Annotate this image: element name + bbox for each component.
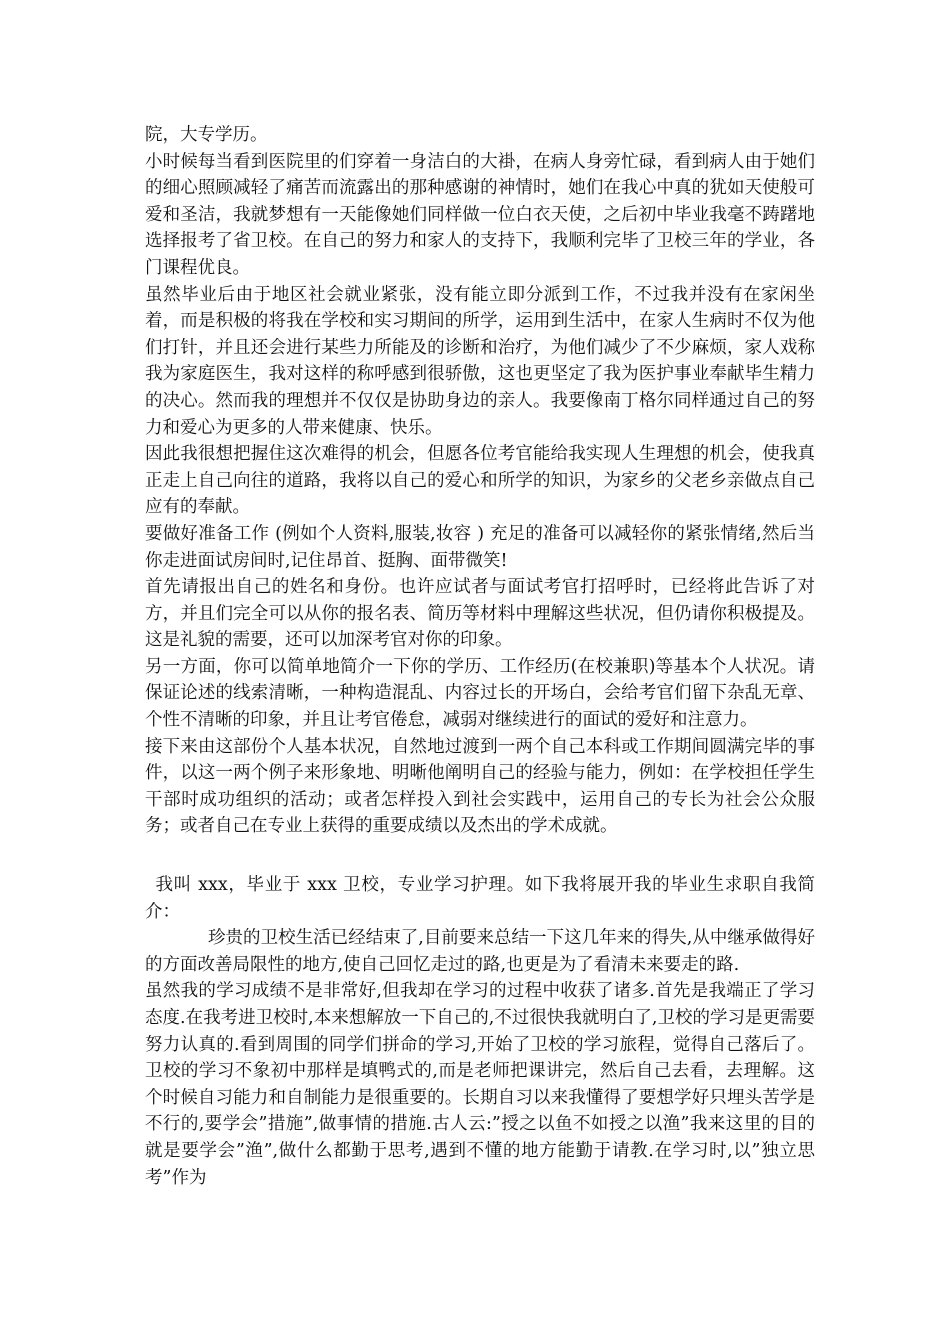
paragraph: 因此我很想把握住这次难得的机会，但愿各位考官能给我实现人生理想的机会，使我真正走上自己向往的道路，我将以自己的爱心和所学的知识，为家乡的父老乡亲做点自己应有的奉献。 [145, 444, 815, 518]
paragraph: 院，大专学历。 [145, 125, 268, 145]
paragraph: 要做好准备工作 (例如个人资料,服装,妆容 ) 充足的准备可以减轻你的紧张情绪,然后当你走进面试房间时,记住昂首、挺胸、面带微笑! [145, 523, 815, 571]
document-page [145, 122, 815, 1191]
indented-paragraph: 珍贵的卫校生活已经结束了,目前要来总结一下这几年来的得失,从中继承做得好的方面改善局限性的地方,使自己回忆走过的路,也更是为了看清未来要走的路. [145, 928, 815, 975]
section-gap [145, 840, 815, 872]
paragraph: 首先请报出自己的姓名和身份。也许应试者与面试考官打招呼时，已经将此告诉了对方，并且们完全可以从你的报名表、简历等材料中理解这些状况，但仍请你积极提及。这是礼貌的需要，还可以加深考官对你的印象。 [145, 577, 815, 651]
paragraph: 接下来由这部份个人基本状况，自然地过渡到一两个自己本科或工作期间圆满完毕的事件，以这一两个例子来形象地、明晰他阐明自己的经验与能力，例如：在学校担任学生干部时成功组织的活动；或者怎样投入到社会实践中，运用自己的专长为社会公众服务；或者自己在专业上获得的重要成绩以及杰出的学术成就。 [145, 736, 815, 837]
paragraph: 虽然我的学习成绩不是非常好,但我却在学习的过程中收获了诸多.首先是我端正了学习态度.在我考进卫校时,本来想解放一下自己的,不过很快我就明白了,卫校的学习是更需要努力认真的.看到周围的同学们拼命的学习,开始了卫校的学习旅程，觉得自己落后了。卫校的学习不象初中那样是填鸭式的,而是老师把课讲完，然后自己去看，去理解。这个时候自习能力和自制能力是很重要的。长期自习以来我懂得了要想学好只埋头苦学是不行的,要学会”措施”,做事情的措施.古人云:”授之以鱼不如授之以渔”我来这里的目的就是要学会”渔”,做什么都勤于思考,遇到不懂的地方能勤于请教.在学习时,以”独立思考”作为 [145, 981, 815, 1188]
intro-paragraph: 我叫 xxx，毕业于 xxx 卫校，专业学习护理。如下我将展开我的毕业生求职自我简介： [145, 875, 815, 922]
paragraph: 小时候每当看到医院里的们穿着一身洁白的大褂，在病人身旁忙碌，看到病人由于她们的细心照顾减轻了痛苦而流露出的那种感谢的神情时，她们在我心中真的犹如天使般可爱和圣洁，我就梦想有一天能像她们同样做一位白衣天使，之后初中毕业我毫不踌躇地选择报考了省卫校。在自己的努力和家人的支持下，我顺利完毕了卫校三年的学业，各门课程优良。 [145, 151, 815, 278]
paragraph: 虽然毕业后由于地区社会就业紧张，没有能立即分派到工作，不过我并没有在家闲坐着，而是积极的将我在学校和实习期间的所学，运用到生活中，在家人生病时不仅为他们打针，并且还会进行某些力所能及的诊断和治疗，为他们减少了不少麻烦，家人戏称我为家庭医生，我对这样的称呼感到很骄傲，这也更坚定了我为医护事业奉献毕生精力的决心。然而我的理想并不仅仅是协助身边的亲人。我要像南丁格尔同样通过自己的努力和爱心为更多的人带来健康、快乐。 [145, 284, 815, 438]
paragraph: 另一方面，你可以简单地简介一下你的学历、工作经历(在校兼职)等基本个人状况。请保证论述的线索清晰，一种构造混乱、内容过长的开场白，会给考官们留下杂乱无章、个性不清晰的印象，并且让考官倦怠，减弱对继续进行的面试的爱好和注意力。 [145, 656, 815, 731]
